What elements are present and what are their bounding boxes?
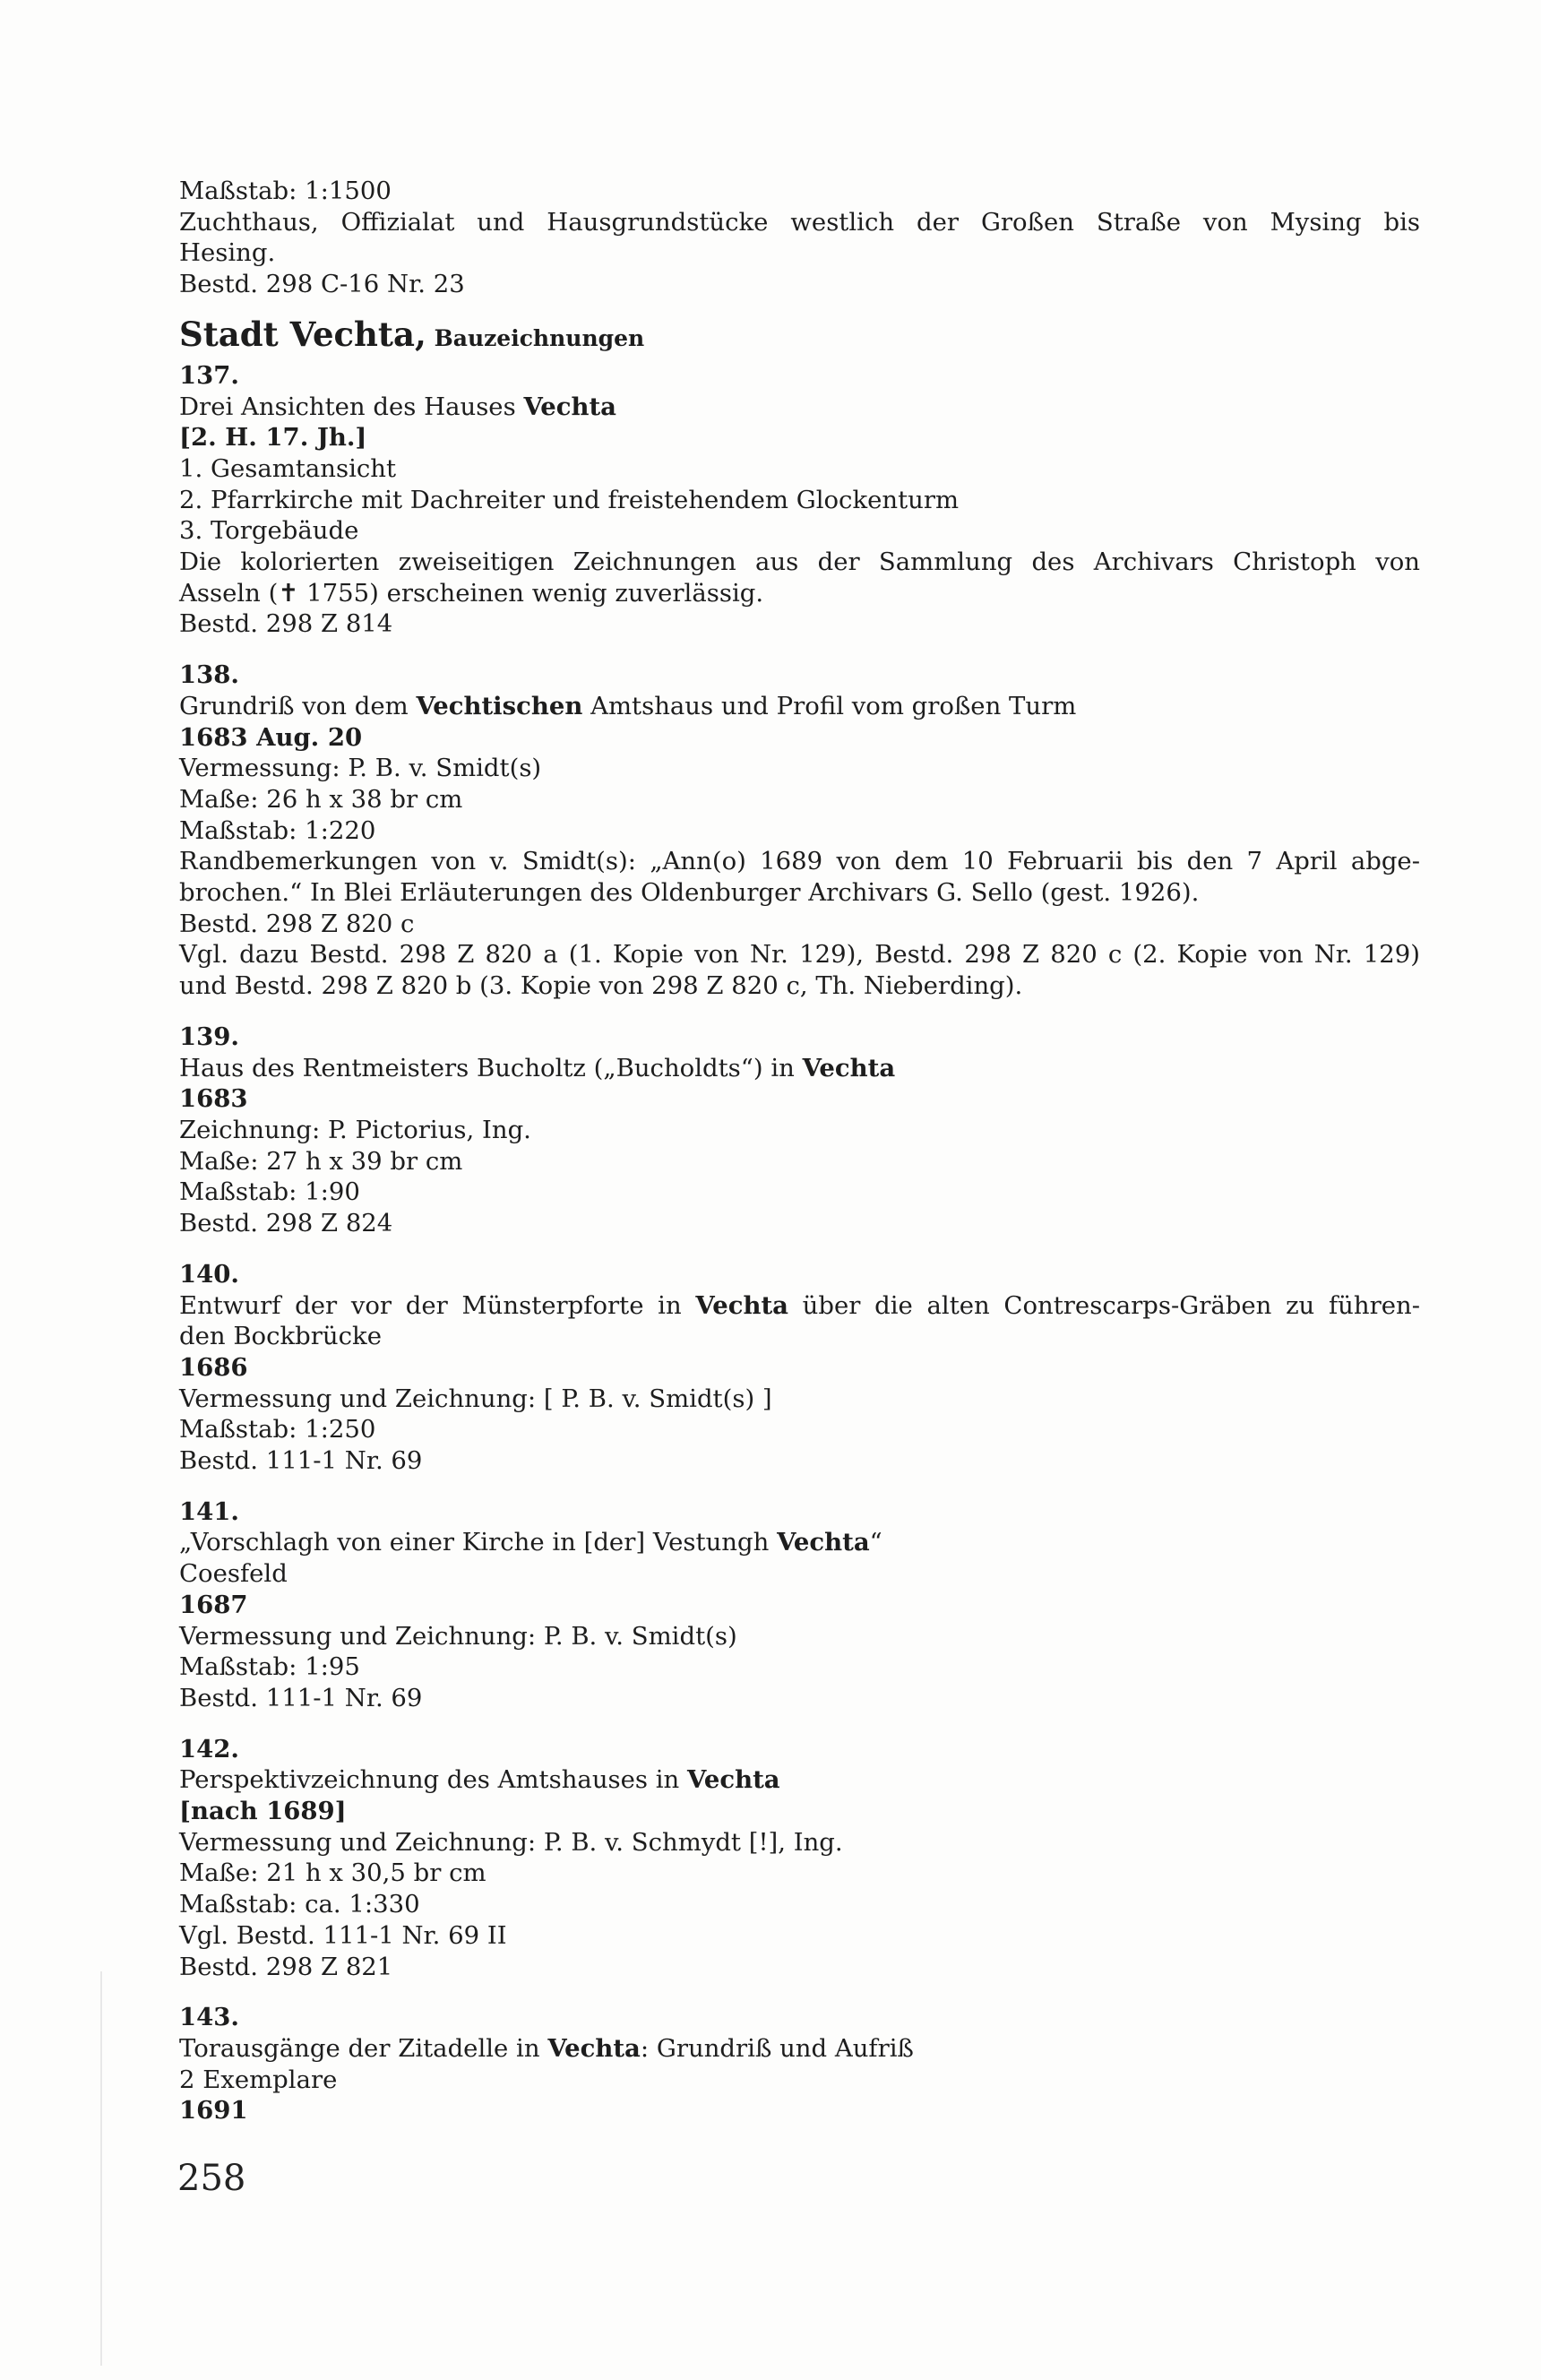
entry-item: 2. Pfarrkirche mit Dachreiter und freistehendem Glockenturm	[179, 485, 960, 514]
entry-140	[179, 1259, 1420, 1477]
entry-142	[179, 1734, 1420, 1983]
entry-title-text: Entwurf der vor der Münsterpforte in	[179, 1290, 696, 1320]
entry-bestd: Bestd. 298 Z 820 c	[179, 909, 415, 938]
entry-note-cont: Asseln (✝ 1755) erscheinen wenig zuverlässig.	[179, 578, 764, 608]
entry-bestd: Bestd. 298 Z 814	[179, 609, 393, 639]
entry-place: Vechta	[547, 2033, 641, 2063]
entry-title	[179, 1053, 1420, 1084]
entry-cross-ref: Vgl. Bestd. 111-1 Nr. 69 II	[179, 1920, 507, 1950]
entry-title	[179, 1764, 1420, 1796]
entry-place: Vechta	[695, 1290, 788, 1320]
section-heading	[179, 316, 1420, 357]
scan-edge	[100, 1971, 102, 2366]
entry-drawing: Zeichnung: P. Pictorius, Ing.	[179, 1115, 531, 1144]
entry-date: [2. H. 17. Jh.]	[179, 423, 367, 453]
intro-description-cont: Hesing.	[179, 238, 276, 268]
entry-title-text: über die alten Contrescarps-Gräben zu führen-	[788, 1290, 1420, 1320]
entry-141	[179, 1496, 1420, 1714]
entry-title-text: Grundriß von dem	[179, 691, 417, 720]
page-number: 258	[177, 2158, 246, 2199]
entry-bestd: Bestd. 298 Z 824	[179, 1209, 393, 1238]
entry-survey: Vermessung und Zeichnung: P. B. v. Smidt(s)	[179, 1621, 737, 1651]
entry-place: Vechta	[802, 1053, 896, 1082]
entry-date: 1683 Aug. 20	[179, 722, 363, 752]
entry-place: Vechta	[777, 1528, 870, 1557]
intro-description: Zuchthaus, Offizialat und Hausgrundstücke westlich der Großen Straße von Mysing bis	[179, 207, 1420, 237]
entry-scale: Maßstab: 1:90	[179, 1177, 360, 1207]
entry-title-text: Amtshaus und Profil vom großen Turm	[582, 691, 1077, 720]
entry-138	[179, 660, 1420, 1002]
entry-bestd: Bestd. 111-1 Nr. 69	[179, 1446, 423, 1476]
entry-number: 138.	[179, 660, 239, 690]
entry-date: 1686	[179, 1352, 248, 1382]
entry-place-name: Coesfeld	[179, 1559, 288, 1589]
entry-place: Vechta	[523, 392, 617, 421]
section-title: Stadt Vechta,	[179, 314, 426, 354]
entry-title-text: Perspektivzeichnung des Amtshauses in	[179, 1765, 688, 1795]
entry-survey: Vermessung und Zeichnung: P. B. v. Schmydt [!], Ing.	[179, 1827, 843, 1857]
entry-143	[179, 2002, 1420, 2126]
entry-number: 141.	[179, 1496, 239, 1526]
entry-title	[179, 691, 1420, 722]
entry-date: 1687	[179, 1590, 248, 1619]
entry-title	[179, 1290, 1420, 1322]
entry-cross-ref-cont: und Bestd. 298 Z 820 b (3. Kopie von 298 Z 820 c, Th. Nieberding).	[179, 971, 1023, 1001]
entry-bestd: Bestd. 298 Z 821	[179, 1952, 393, 1981]
entry-137	[179, 360, 1420, 640]
entry-size: Maße: 26 h x 38 br cm	[179, 784, 463, 814]
entry-copies: 2 Exemplare	[179, 2065, 338, 2094]
entry-number: 143.	[179, 2003, 239, 2032]
entry-item: 3. Torgebäude	[179, 516, 359, 546]
entry-scale: Maßstab: 1:95	[179, 1652, 360, 1682]
entry-title-text: Drei Ansichten des Hauses	[179, 392, 524, 421]
entry-size: Maße: 27 h x 39 br cm	[179, 1146, 463, 1176]
entry-number: 140.	[179, 1259, 239, 1289]
section-subtitle: Bauzeichnungen	[434, 324, 645, 351]
entry-scale: Maßstab: 1:250	[179, 1415, 376, 1444]
intro-scale: Maßstab: 1:1500	[179, 177, 392, 205]
entry-title-text: „Vorschlagh von einer Kirche in [der] Vestungh	[179, 1528, 778, 1557]
entry-title-text: Haus des Rentmeisters Bucholtz („Bucholdts“) in	[179, 1053, 803, 1082]
entry-size: Maße: 21 h x 30,5 br cm	[179, 1858, 486, 1888]
entry-number: 137.	[179, 360, 239, 390]
entry-title	[179, 2033, 1420, 2065]
entry-note: Die kolorierten zweiseitigen Zeichnungen aus der Sammlung des Archivars Christoph von	[179, 548, 1420, 577]
entry-number: 139.	[179, 1022, 239, 1051]
entry-item: 1. Gesamtansicht	[179, 453, 397, 483]
entry-title-text: : Grundriß und Aufriß	[640, 2033, 914, 2063]
entry-survey: Vermessung und Zeichnung: [ P. B. v. Smidt(s) ]	[179, 1384, 772, 1413]
entry-survey: Vermessung: P. B. v. Smidt(s)	[179, 754, 542, 783]
entry-bestd: Bestd. 111-1 Nr. 69	[179, 1683, 423, 1712]
entry-number: 142.	[179, 1734, 239, 1763]
entry-place: Vechtischen	[416, 691, 583, 720]
entry-title	[179, 1527, 1420, 1558]
entry-place: Vechta	[687, 1765, 780, 1795]
entry-date: [nach 1689]	[179, 1797, 347, 1826]
entry-note: Randbemerkungen von v. Smidt(s): „Ann(o) 1689 von dem 10 Februarii bis den 7 April abge-	[179, 847, 1420, 876]
entry-title	[179, 392, 1420, 423]
entry-note-cont: brochen.“ In Blei Erläuterungen des Oldenburger Archivars G. Sello (gest. 1926).	[179, 878, 1200, 908]
entry-cross-ref: Vgl. dazu Bestd. 298 Z 820 a (1. Kopie von Nr. 129), Bestd. 298 Z 820 c (2. Kopie von Nr. 129)	[179, 940, 1420, 970]
intro-bestd: Bestd. 298 C-16 Nr. 23	[179, 270, 465, 299]
entry-title-text: Torausgänge der Zitadelle in	[179, 2033, 548, 2063]
entry-title-cont: den Bockbrücke	[179, 1322, 382, 1351]
entry-date: 1683	[179, 1084, 248, 1114]
entry-date: 1691	[179, 2096, 248, 2126]
entry-scale: Maßstab: 1:220	[179, 815, 376, 845]
entry-scale: Maßstab: ca. 1:330	[179, 1890, 420, 1919]
entry-139	[179, 1022, 1420, 1239]
page-body	[179, 176, 1420, 2126]
entry-title-text: “	[869, 1528, 882, 1557]
